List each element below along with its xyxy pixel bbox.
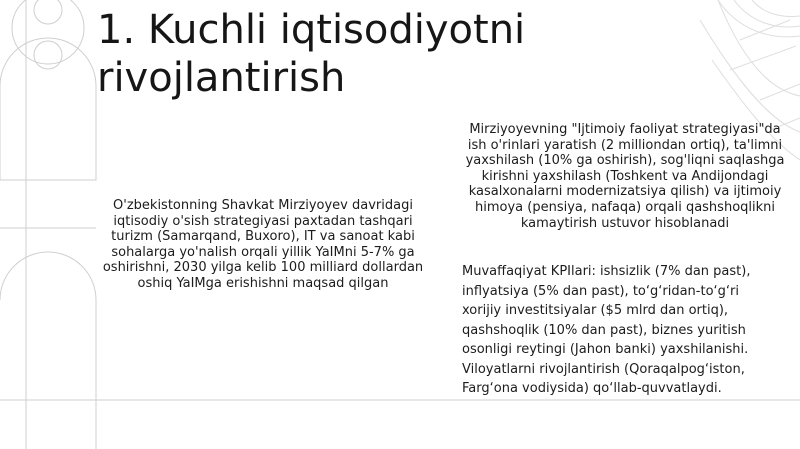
- right-bottom-paragraph: Muvaffaqiyat KPIlari: ishsizlik (7% dan past), inflyatsiya (5% dan past), to‘g‘ridan-to‘g‘ri xorijiy investitsiyalar ($5 mlrd dan ortiq), qashshoqlik (10% dan past), biznes yuritish osonligi reytingi (Jahon banki) yaxshilanishi. Viloyatlarni rivojlantirish (Qoraqalpog‘iston, Farg‘ona vodiysida) qo‘llab-quvvatlaydi.: [462, 264, 751, 396]
- right-top-paragraph: Mirziyoyevning "Ijtimoiy faoliyat strategiyasi"da ish o'rinlari yaratish (2 milliondan ortiq), ta'limni yaxshilash (10% ga oshirish), sog'liqni saqlashga kirishni yaxshilash (Toshkent va Andijondagi kasalxonalarni modernizatsiya qilish) va ijtimoiy himoya (pensiya, nafaqa) orqali qashshoqlikni kamaytirish ustuvor hisoblanadi: [465, 122, 785, 231]
- slide-title: 1. Kuchli iqtisodiyotni rivojlantirish: [97, 7, 526, 101]
- top-left-circle: [12, 0, 84, 64]
- small-circle-top: [34, 0, 62, 24]
- left-lower-arch: [0, 252, 96, 449]
- left-arch-shape: [0, 38, 96, 180]
- left-paragraph: O'zbekistonning Shavkat Mirziyoyev davridagi iqtisodiy o'sish strategiyasi paxtadan tashqari turizm (Samarqand, Buxoro), IT va sanoat kabi sohalarga yo'nalish orqali yillik YaIMni 5-7% ga oshirishni, 2030 yilga kelib 100 milliard dollardan oshiq YaIMga erishishni maqsad qilgan: [102, 198, 424, 291]
- small-circle: [34, 41, 62, 69]
